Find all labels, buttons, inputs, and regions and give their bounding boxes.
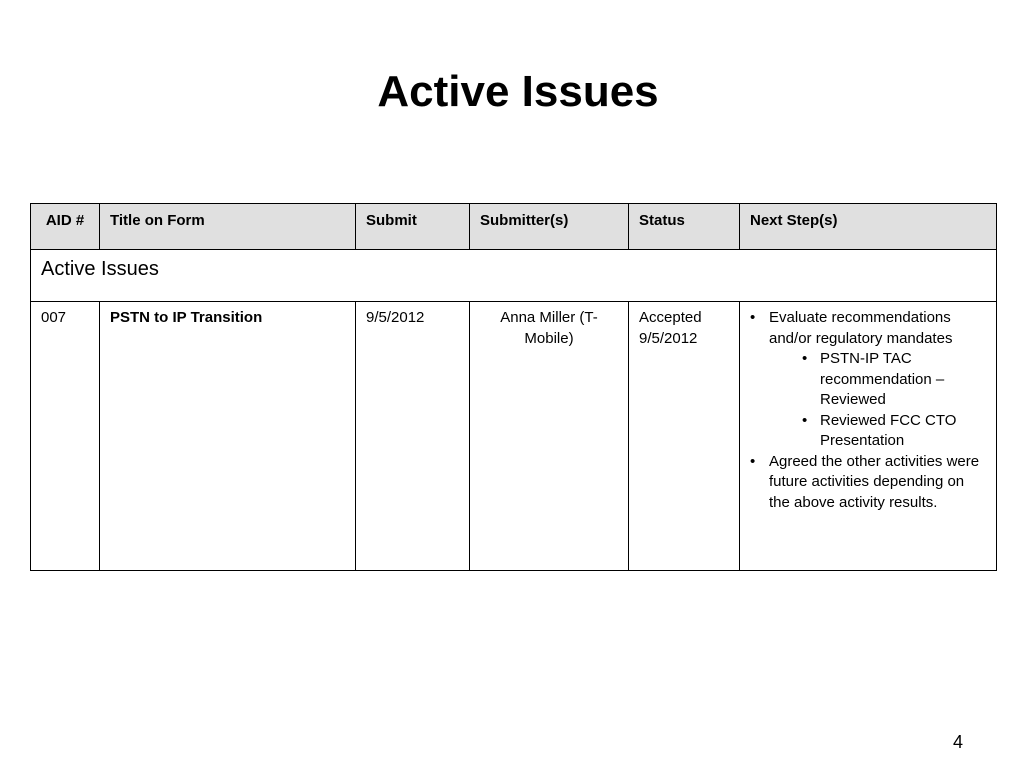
header-next-steps: Next Step(s) [740, 204, 997, 250]
table-row [31, 302, 997, 571]
status-date: 9/5/2012 [639, 329, 698, 347]
cell-next-steps [740, 302, 997, 571]
cell-status [629, 302, 740, 571]
issues-table [30, 203, 997, 571]
next-step-text: Agreed the other activities were future activities depending on the above activity results. [769, 452, 980, 511]
cell-submit: 9/5/2012 [356, 302, 470, 571]
next-step-sublist [769, 349, 986, 452]
page-number: 4 [952, 732, 963, 752]
section-label: Active Issues [31, 250, 997, 302]
section-row [31, 250, 997, 302]
next-steps-list [750, 308, 986, 513]
slide-title: Active Issues [377, 67, 659, 116]
header-submit: Submit [356, 204, 470, 250]
next-step-text: Evaluate recommendations and/or regulatory mandates [769, 309, 953, 347]
cell-aid: 007 [31, 302, 100, 571]
header-submitters: Submitter(s) [470, 204, 629, 250]
table-header-row [31, 204, 997, 250]
header-title-on-form: Title on Form [100, 204, 356, 250]
cell-title: PSTN to IP Transition [100, 302, 356, 571]
header-aid: AID # [31, 204, 100, 250]
cell-submitter: Anna Miller (T-Mobile) [470, 302, 629, 571]
header-status: Status [629, 204, 740, 250]
next-step-item [750, 452, 986, 514]
status-text: Accepted [639, 309, 702, 326]
next-step-subitem: • Reviewed FCC CTO Presentation [820, 411, 986, 452]
next-step-subitem: • PSTN-IP TAC recommendation – Reviewed [820, 349, 986, 411]
next-step-item [750, 308, 986, 452]
